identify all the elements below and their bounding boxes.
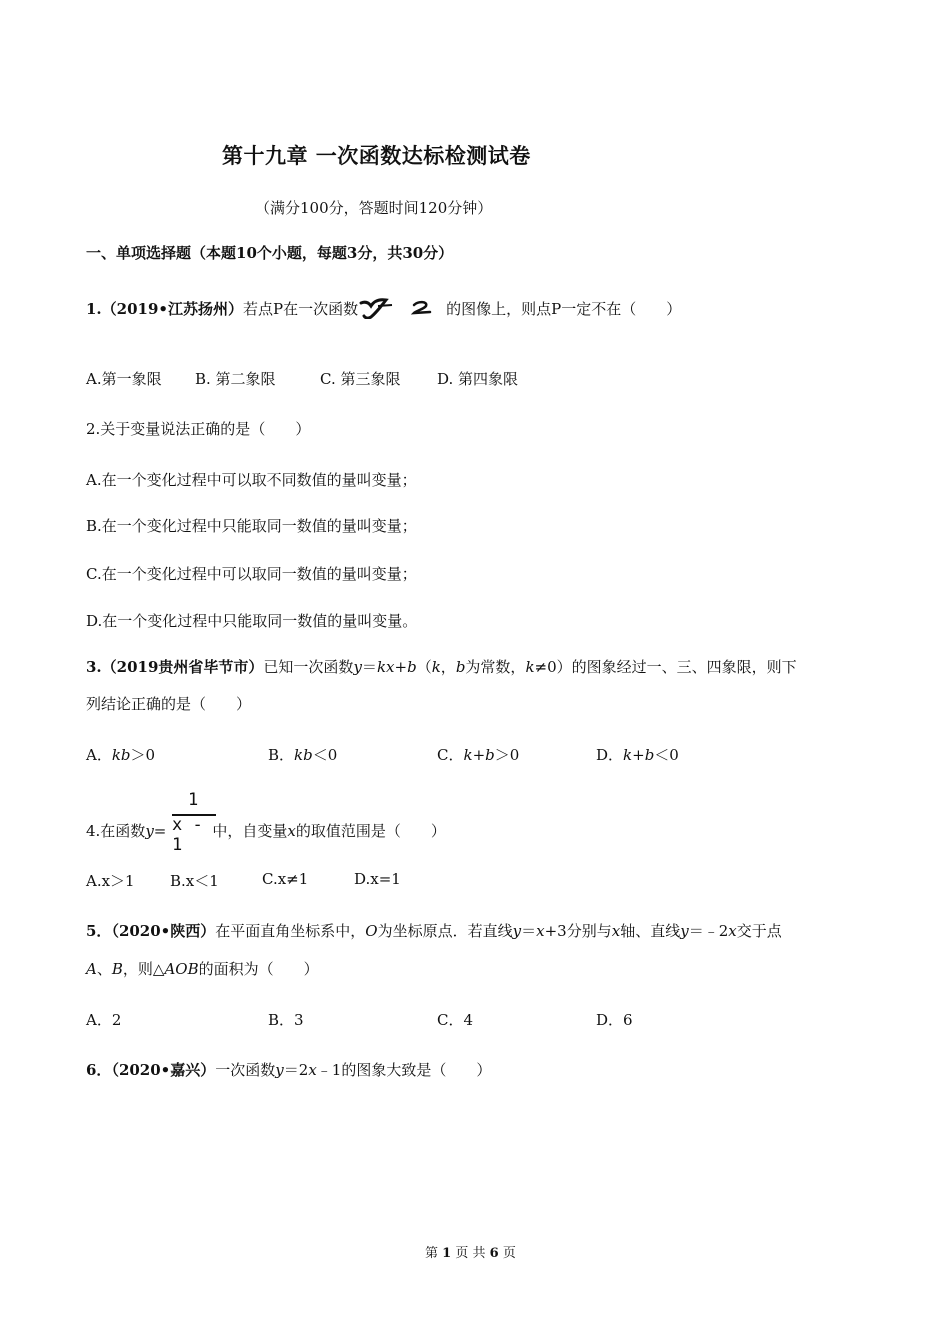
q1-option-c: C. 第三象限 bbox=[320, 370, 401, 388]
q5-number: 5． bbox=[86, 922, 112, 940]
q6-eq: ＝2 bbox=[283, 1061, 309, 1079]
q3-lparen: （ bbox=[416, 658, 432, 676]
q6-source: （2020•嘉兴） bbox=[111, 1061, 216, 1079]
footer-text-c: 页 bbox=[502, 1246, 516, 1261]
question-1 bbox=[86, 297, 681, 319]
question-3 bbox=[86, 656, 797, 677]
q5-var-x3: x bbox=[728, 922, 737, 940]
q3-option-a-label: A． bbox=[86, 746, 112, 764]
q6-text-2: ﹣1的图象大致是（ ） bbox=[316, 1061, 492, 1079]
q1-source: （2019•江苏扬州） bbox=[101, 300, 244, 318]
q5-eq1: ＝ bbox=[521, 922, 537, 940]
q4-fraction-numerator: 1 bbox=[188, 790, 199, 810]
q5-text-6: ，则△ bbox=[122, 960, 165, 978]
q5-var-a: A bbox=[86, 960, 97, 978]
q2-option-b: B.在一个变化过程中只能取同一数值的量叫变量； bbox=[86, 517, 417, 535]
q3-option-a-rel: ＞0 bbox=[130, 746, 156, 764]
q4-option-a: A.x＞1 bbox=[86, 872, 135, 890]
q3-var-b2: b bbox=[455, 658, 466, 676]
q3-option-d bbox=[596, 744, 679, 765]
q5-text-1: 在平面直角坐标系中， bbox=[215, 922, 366, 940]
q5-eq2: ＝﹣2 bbox=[688, 922, 729, 940]
q3-option-c-expr: k+b bbox=[463, 746, 495, 764]
q4-option-d: D.x=1 bbox=[354, 870, 401, 888]
q3-option-a bbox=[86, 744, 155, 765]
page-subtitle: （满分100分，答题时间120分钟） bbox=[255, 199, 493, 217]
q5-text-2: 为坐标原点．若直线 bbox=[377, 922, 513, 940]
q3-source: （2019贵州省毕节市） bbox=[101, 658, 264, 676]
q1-number: 1. bbox=[86, 300, 102, 318]
q5-text-3: +3分别与 bbox=[544, 922, 612, 940]
q3-option-b-rel: ＜0 bbox=[312, 746, 338, 764]
q5-var-y1: y bbox=[512, 922, 522, 940]
footer-text-b: 页 共 bbox=[455, 1246, 486, 1261]
q1-option-b: B. 第二象限 bbox=[195, 370, 276, 388]
q3-option-c bbox=[437, 744, 519, 765]
q1-text-a: 若点P在一次函数 bbox=[243, 300, 359, 318]
q2-option-c: C.在一个变化过程中可以取同一数值的量叫变量； bbox=[86, 565, 417, 583]
q3-plus: + bbox=[394, 658, 408, 676]
page-footer bbox=[425, 1242, 516, 1261]
q3-option-b-expr: kb bbox=[294, 746, 313, 764]
q5-option-c: C．4 bbox=[437, 1011, 474, 1029]
question-4 bbox=[86, 820, 446, 841]
q5-var-b: B bbox=[111, 960, 123, 978]
q3-option-c-rel: ＞0 bbox=[494, 746, 520, 764]
q4-fraction-denominator: x - 1 bbox=[172, 815, 203, 855]
footer-total-pages: 6 bbox=[489, 1246, 499, 1261]
q5-option-a: A．2 bbox=[86, 1011, 122, 1029]
q3-option-c-label: C． bbox=[437, 746, 464, 764]
q4-suffix-a: 中，自变量 bbox=[212, 822, 288, 840]
q5-text-5: 交于点 bbox=[736, 922, 782, 940]
q4-option-b: B.x＜1 bbox=[170, 872, 219, 890]
q6-var-x: x bbox=[308, 1061, 317, 1079]
q3-option-a-expr: kb bbox=[111, 746, 131, 764]
footer-page-number: 1 bbox=[442, 1246, 452, 1261]
q3-number: 3. bbox=[86, 658, 102, 676]
q2-option-a: A.在一个变化过程中可以取不同数值的量叫变量； bbox=[86, 471, 417, 489]
q5-var-x2: x bbox=[611, 922, 621, 940]
q3-var-k: k bbox=[431, 658, 441, 676]
q3-var-y: y bbox=[353, 658, 362, 676]
q3-option-d-rel: ＜0 bbox=[654, 746, 679, 764]
q3-var-b: b bbox=[407, 658, 417, 676]
q5-var-y2: y bbox=[680, 922, 689, 940]
q1-option-a: A.第一象限 bbox=[86, 370, 162, 388]
q5-sep: 、 bbox=[96, 960, 112, 978]
q3-option-b bbox=[268, 744, 337, 765]
q3-text-2: ≠0）的图象经过一、三、四象限，则下 bbox=[534, 658, 797, 676]
section-heading: 一、单项选择题（本题10个小题，每题3分，共30分） bbox=[86, 244, 454, 262]
q4-prefix: 4.在函数 bbox=[86, 822, 146, 840]
page-title: 第十九章 一次函数达标检测试卷 bbox=[222, 143, 531, 168]
q4-option-c: C.x≠1 bbox=[262, 870, 309, 888]
q3-option-d-expr: k+b bbox=[623, 746, 655, 764]
q5-option-d: D．6 bbox=[596, 1011, 633, 1029]
q5-source: （2020•陕西） bbox=[111, 922, 216, 940]
q5-text-7: 的面积为（ ） bbox=[198, 960, 319, 978]
q5-var-o: O bbox=[365, 922, 378, 940]
q3-var-k2: k bbox=[525, 658, 535, 676]
q4-var-x: x bbox=[287, 822, 296, 840]
q1-formula-image bbox=[358, 297, 446, 319]
q3-const: 为常数， bbox=[465, 658, 526, 676]
q5-option-b: B．3 bbox=[268, 1011, 304, 1029]
q6-var-y: y bbox=[275, 1061, 284, 1079]
q3-option-d-label: D． bbox=[596, 746, 624, 764]
q4-var-y: y bbox=[145, 822, 154, 840]
q4-suffix-b: 的取值范围是（ ） bbox=[295, 822, 446, 840]
q3-var-kx: kx bbox=[376, 658, 395, 676]
q3-eq: ＝ bbox=[361, 658, 377, 676]
q5-var-aob: AOB bbox=[164, 960, 199, 978]
q3-text-1: 已知一次函数 bbox=[263, 658, 354, 676]
q5-line-2 bbox=[86, 958, 319, 979]
question-5 bbox=[86, 920, 782, 941]
question-6 bbox=[86, 1059, 491, 1080]
q1-option-d: D. 第四象限 bbox=[437, 370, 519, 388]
q6-number: 6． bbox=[86, 1061, 112, 1079]
q3-option-b-label: B． bbox=[268, 746, 295, 764]
q2-option-d: D.在一个变化过程中只能取同一数值的量叫变量。 bbox=[86, 612, 418, 630]
q6-text-1: 一次函数 bbox=[215, 1061, 276, 1079]
q3-line-2: 列结论正确的是（ ） bbox=[86, 695, 252, 713]
footer-text-a: 第 bbox=[425, 1246, 439, 1261]
q1-text-b: 的图像上，则点P一定不在（ ） bbox=[446, 300, 682, 318]
q4-fraction bbox=[172, 790, 218, 855]
q4-eq: = bbox=[153, 822, 167, 840]
q5-text-4: 轴、直线 bbox=[620, 922, 681, 940]
question-2: 2.关于变量说法正确的是（ ） bbox=[86, 420, 311, 438]
q5-var-x1: x bbox=[536, 922, 545, 940]
q3-comma: ， bbox=[440, 658, 456, 676]
